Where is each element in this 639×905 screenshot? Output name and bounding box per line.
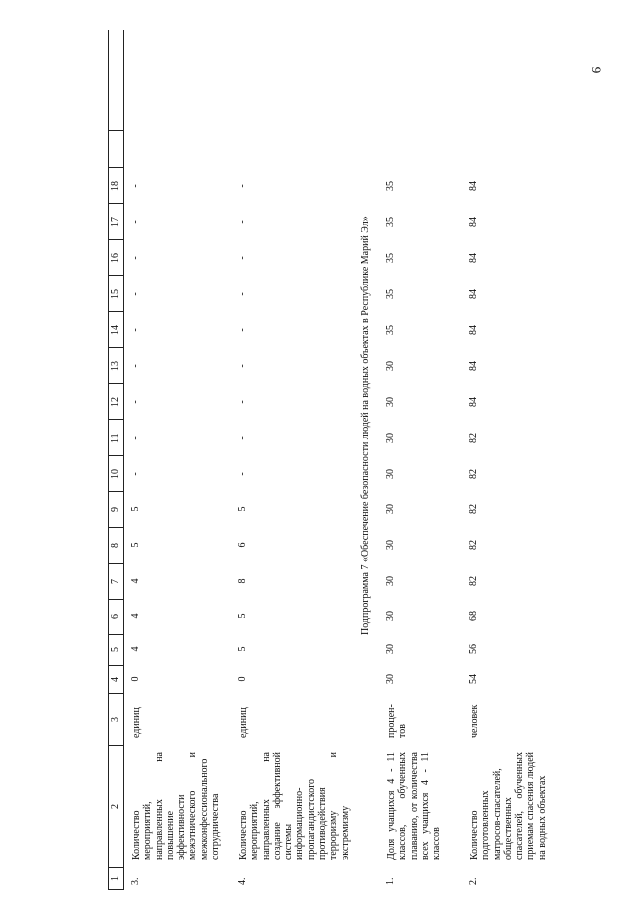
indicator-description: Количество мероприятий, направленных на создание эффективной системы информационно-пропагандистского противодействия терроризму и экстремизму <box>238 752 351 860</box>
header-divider <box>108 275 123 276</box>
value-cell: 84 <box>468 253 479 263</box>
column-header: 2 <box>110 804 121 809</box>
value-cell: - <box>130 436 141 440</box>
header-divider <box>108 665 123 666</box>
value-cell: 82 <box>468 504 479 514</box>
value-cell: - <box>130 364 141 368</box>
header-divider <box>108 383 123 384</box>
header-divider <box>108 563 123 564</box>
value-cell: 5 <box>130 542 141 548</box>
header-divider <box>108 130 123 131</box>
value-cell: 30 <box>385 433 396 443</box>
value-cell: 35 <box>385 289 396 299</box>
value-cell: - <box>237 292 248 296</box>
column-header: 1 <box>110 876 121 881</box>
column-header: 5 <box>110 647 121 652</box>
header-divider <box>108 239 123 240</box>
header-divider <box>108 634 123 635</box>
header-divider <box>108 867 123 868</box>
value-cell: - <box>237 364 248 368</box>
column-header: 12 <box>110 397 121 407</box>
header-divider <box>108 311 123 312</box>
value-cell: 56 <box>468 644 479 654</box>
value-cell: 84 <box>468 361 479 371</box>
value-cell: 84 <box>468 289 479 299</box>
value-cell: 35 <box>385 253 396 263</box>
header-top-rule <box>108 30 109 890</box>
value-cell: 35 <box>385 325 396 335</box>
value-cell: 4 <box>130 578 141 584</box>
header-divider <box>108 203 123 204</box>
header-divider <box>108 527 123 528</box>
header-divider <box>108 599 123 600</box>
value-cell: 35 <box>385 217 396 227</box>
rotated-table <box>108 30 588 890</box>
header-divider <box>108 455 123 456</box>
row-number: 2. <box>468 877 479 885</box>
value-cell: 8 <box>237 578 248 584</box>
value-cell: - <box>237 436 248 440</box>
value-cell: 84 <box>468 181 479 191</box>
value-cell: - <box>130 472 141 476</box>
unit-of-measure: человек <box>469 704 480 738</box>
column-header: 17 <box>110 217 121 227</box>
unit-of-measure: единиц <box>131 707 142 738</box>
header-divider <box>108 491 123 492</box>
value-cell: - <box>237 220 248 224</box>
column-header: 14 <box>110 325 121 335</box>
column-header: 4 <box>110 677 121 682</box>
value-cell: 30 <box>385 504 396 514</box>
column-header: 18 <box>110 181 121 191</box>
header-bottom-rule <box>123 30 124 890</box>
column-header: 3 <box>110 717 121 722</box>
subprogram-title: Подпрограмма 7 «Обеспечение безопасности людей на водных объектах в Республике Марий Эл» <box>360 216 371 635</box>
value-cell: 5 <box>237 646 248 652</box>
unit-of-measure: единиц <box>238 707 249 738</box>
value-cell: 68 <box>468 611 479 621</box>
value-cell: 35 <box>385 181 396 191</box>
value-cell: - <box>237 184 248 188</box>
value-cell: 4 <box>130 613 141 619</box>
row-number: 1. <box>385 877 396 885</box>
value-cell: 6 <box>237 542 248 548</box>
value-cell: - <box>130 400 141 404</box>
value-cell: 5 <box>130 506 141 512</box>
value-cell: 30 <box>385 469 396 479</box>
value-cell: - <box>130 328 141 332</box>
value-cell: 84 <box>468 217 479 227</box>
value-cell: 54 <box>468 674 479 684</box>
header-divider <box>108 693 123 694</box>
column-header: 9 <box>110 507 121 512</box>
value-cell: - <box>130 220 141 224</box>
indicator-description: Количество мероприятий, направленных на повышение эффективности межэтнического и межконфессионального сотрудничества <box>131 752 222 860</box>
header-divider <box>108 889 123 890</box>
value-cell: 84 <box>468 397 479 407</box>
value-cell: 82 <box>468 540 479 550</box>
value-cell: - <box>130 256 141 260</box>
value-cell: - <box>237 256 248 260</box>
page-number: 9 <box>589 66 604 74</box>
column-header: 10 <box>110 469 121 479</box>
column-header: 7 <box>110 579 121 584</box>
value-cell: 30 <box>385 576 396 586</box>
header-divider <box>108 347 123 348</box>
value-cell: 4 <box>130 646 141 652</box>
value-cell: 30 <box>385 361 396 371</box>
value-cell: - <box>237 400 248 404</box>
column-header: 11 <box>110 433 121 443</box>
value-cell: 0 <box>237 676 248 682</box>
value-cell: 5 <box>237 506 248 512</box>
header-divider <box>108 745 123 746</box>
column-header: 15 <box>110 289 121 299</box>
indicator-description: Доля учащихся 4 - 11 классов, обученных плаванию, от количества всех учащихся 4 - 11 классов <box>386 752 443 860</box>
column-header: 13 <box>110 361 121 371</box>
unit-of-measure: процен-тов <box>386 704 409 738</box>
value-cell: 82 <box>468 433 479 443</box>
value-cell: 30 <box>385 611 396 621</box>
column-header: 6 <box>110 614 121 619</box>
value-cell: 30 <box>385 397 396 407</box>
value-cell: - <box>237 328 248 332</box>
value-cell: - <box>130 184 141 188</box>
header-divider <box>108 167 123 168</box>
value-cell: 82 <box>468 576 479 586</box>
row-number: 4. <box>237 877 248 885</box>
value-cell: 30 <box>385 674 396 684</box>
row-number: 3. <box>130 877 141 885</box>
indicator-description: Количество подготовленных матросов-спасателей, общественных спасателей, обученных приемам спасения людей на водных объектах <box>469 752 548 860</box>
column-header: 8 <box>110 543 121 548</box>
value-cell: 84 <box>468 325 479 335</box>
value-cell: - <box>237 472 248 476</box>
column-header: 16 <box>110 253 121 263</box>
header-divider <box>108 419 123 420</box>
value-cell: 5 <box>237 613 248 619</box>
value-cell: - <box>130 292 141 296</box>
value-cell: 30 <box>385 540 396 550</box>
value-cell: 0 <box>130 676 141 682</box>
value-cell: 30 <box>385 644 396 654</box>
value-cell: 82 <box>468 469 479 479</box>
